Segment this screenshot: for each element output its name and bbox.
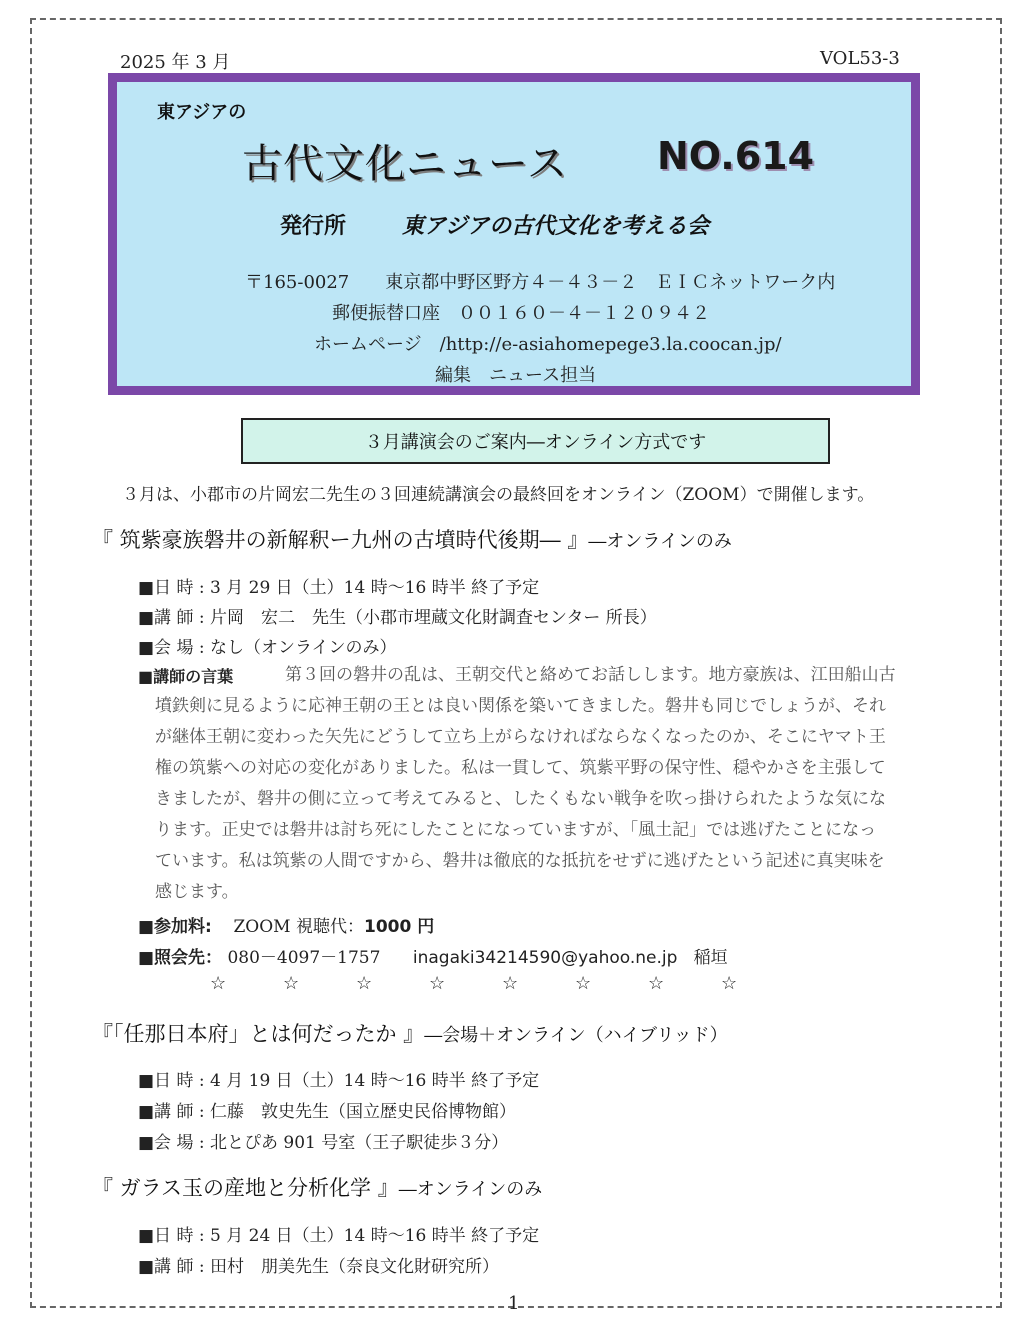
editor: 編集 ニュース担当 <box>435 365 597 386</box>
message-line: 権の筑紫への対応の変化がありました。私は一貫して、筑紫平野の保守性、穏やかさを主張して <box>155 758 886 778</box>
message-line: ります。正史では磐井は討ち死にしたことになっていますが、「風土記」では逃げたことになっ <box>155 820 877 840</box>
contact-label: ■照会先： <box>138 948 223 968</box>
contact-email[interactable]: inagaki34214590@yahoo.ne.jp <box>412 948 678 968</box>
volume-number: VOL53-3 <box>820 48 900 69</box>
lecture-1-title: 『 筑紫豪族磐井の新解釈ー九州の古墳時代後期― 』 <box>92 528 589 552</box>
lecture-2-speaker: ■講 師 : 仁藤 敦史先生（国立歴史民俗博物館） <box>138 1102 517 1122</box>
lecture-2-mode: ―会場＋オンライン（ハイブリッド） <box>424 1025 728 1046</box>
publisher-name: 東アジアの古代文化を考える会 <box>402 214 710 239</box>
lecture-3-speaker: ■講 師 : 田村 朋美先生（奈良文化財研究所） <box>138 1257 500 1277</box>
lecture-2-title: 『「任那日本府」とは何だったか 』 <box>92 1022 425 1046</box>
lecture-1-mode: ―オンラインのみ <box>588 531 732 552</box>
contact-name: 稲垣 <box>693 948 728 968</box>
issue-number: NO.614 <box>657 134 815 178</box>
star-icon: ☆ <box>210 973 227 994</box>
lecture-2-date: ■日 時 : 4 月 19 日（土）14 時～16 時半 終了予定 <box>138 1071 540 1091</box>
publisher-label: 発行所 <box>280 214 347 239</box>
intro-text: ３月は、小郡市の片岡宏二先生の３回連続講演会の最終回をオンライン（ZOOM）で開催します。 <box>122 485 875 505</box>
star-icon: ☆ <box>429 973 446 994</box>
lecture-1-fee <box>138 912 434 937</box>
message-line: きましたが、磐井の側に立って考えてみると、したくもない戦争を吹っ掛けられたような気にな <box>155 789 886 809</box>
fee-label: ■参加料: <box>138 917 212 937</box>
postal-transfer: 郵便振替口座 ００１６０－４－１２０９４２ <box>332 303 710 324</box>
homepage-link[interactable]: ホームページ /http://e-asiahomepege3.la.coocan.jp/ <box>314 334 782 355</box>
star-icon: ☆ <box>356 973 373 994</box>
lecture-1-venue: ■会 場 : なし（オンラインのみ） <box>138 638 397 658</box>
fee-prefix: ZOOM 視聴代： <box>233 917 364 937</box>
lecture-3-mode: ―オンラインのみ <box>398 1179 543 1200</box>
masthead-title: 古代文化ニュース <box>242 141 568 187</box>
message-line: が継体王朝に変わった矢先にどうして立ち上がらなければならなくなったのか、そこにヤマト王 <box>155 727 886 747</box>
page-number: 1 <box>508 1293 520 1314</box>
message-line: ています。私は筑紫の人間ですから、磐井は徹底的な抵抗をせずに逃げたという記述に真実味を <box>155 851 885 871</box>
message-line: 感じます。 <box>155 882 239 902</box>
issue-date: 2025 年 3 月 <box>120 52 231 73</box>
notice-title: ３月講演会のご案内―オンライン方式です <box>364 432 707 453</box>
lecture-1-speaker: ■講 師 : 片岡 宏二 先生（小郡市埋蔵文化財調査センター 所長） <box>138 608 657 628</box>
star-separator <box>210 973 794 994</box>
star-icon: ☆ <box>648 973 665 994</box>
message-line: 第３回の磐井の乱は、王朝交代と絡めてお話しします。地方豪族は、江田船山古 <box>285 665 896 685</box>
masthead-inner <box>117 82 911 386</box>
lecture-1-message <box>155 660 955 908</box>
contact-phone: 080－4097－1757 <box>227 948 381 968</box>
lecture-1-date: ■日 時 : 3 月 29 日（土）14 時～16 時半 終了予定 <box>138 578 540 598</box>
lecture-1-contact <box>138 943 728 968</box>
lecture-3-date: ■日 時 : 5 月 24 日（土）14 時～16 時半 終了予定 <box>138 1226 540 1246</box>
lecture-2-venue: ■会 場 : 北とぴあ 901 号室（王子駅徒歩３分） <box>138 1133 509 1153</box>
notice-box <box>241 418 830 464</box>
fee-amount: 1000 円 <box>364 917 435 937</box>
lecture-1-message-label: ■講師の言葉 <box>138 667 234 686</box>
star-icon: ☆ <box>575 973 592 994</box>
star-icon: ☆ <box>502 973 519 994</box>
lecture-3-heading <box>92 1172 542 1202</box>
star-icon: ☆ <box>283 973 300 994</box>
lecture-2-heading <box>92 1018 728 1048</box>
message-line: 墳鉄剣に見るように応神王朝の王とは良い関係を築いてきました。磐井も同じでしょうが、それ <box>155 696 886 716</box>
star-icon: ☆ <box>721 973 738 994</box>
masthead-banner <box>108 73 920 395</box>
lecture-1-heading <box>92 524 732 554</box>
masthead-pretitle: 東アジアの <box>157 102 247 123</box>
lecture-3-title: 『 ガラス玉の産地と分析化学 』 <box>92 1176 399 1200</box>
address: 〒165-0027 東京都中野区野方４－４３－２ ＥＩＣネットワーク内 <box>245 272 836 293</box>
